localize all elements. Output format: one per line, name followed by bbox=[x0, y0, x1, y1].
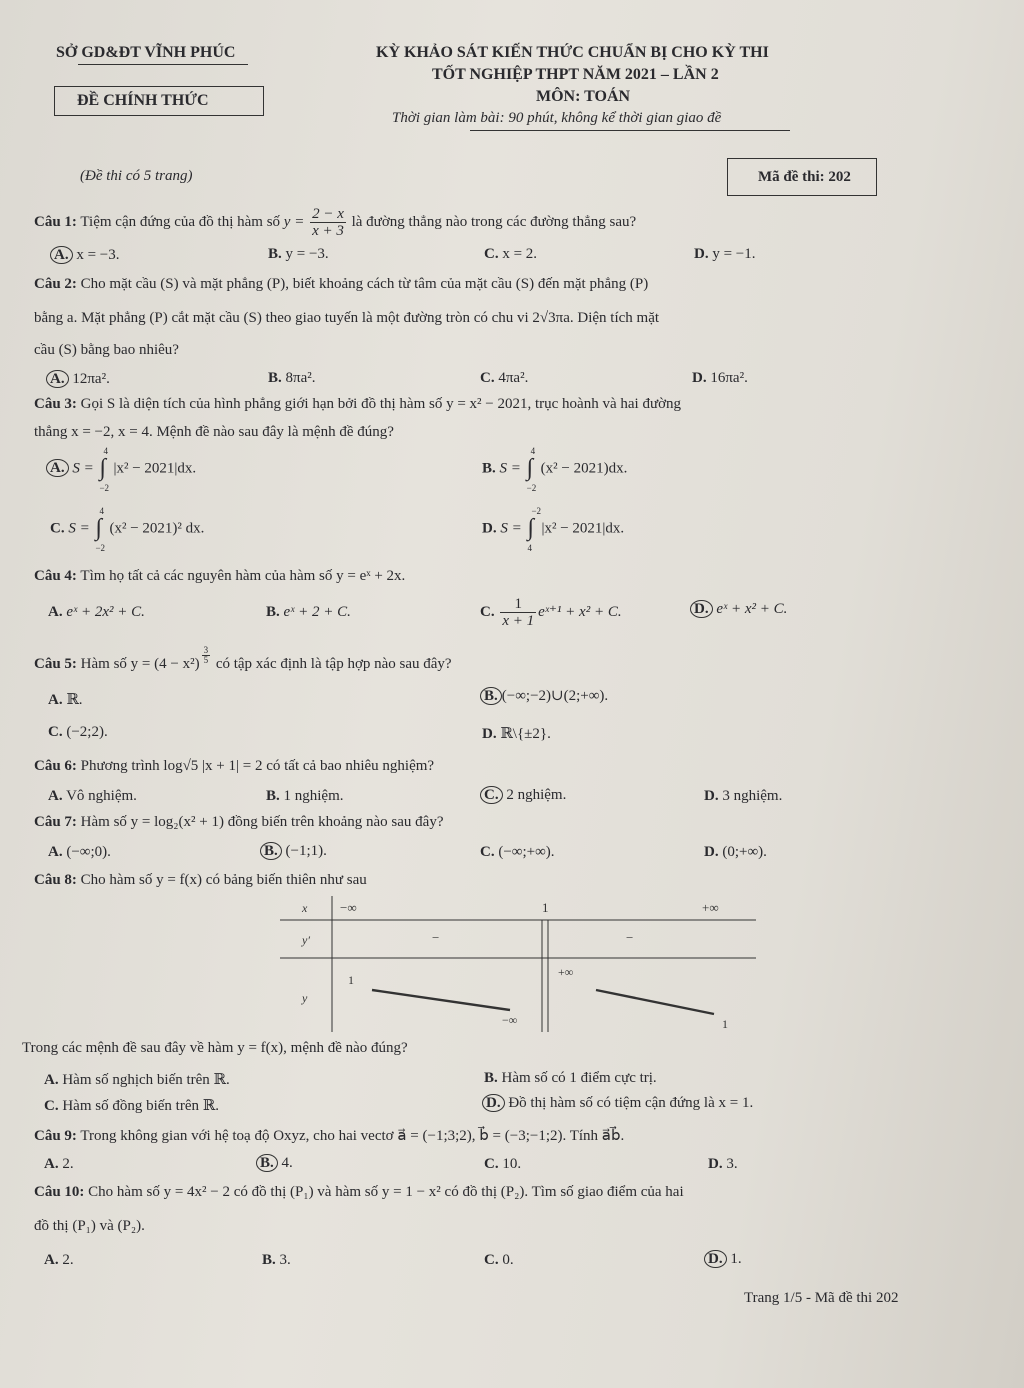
question-3-line-2: thẳng x = −2, x = 4. Mệnh đề nào sau đây là mệnh đề đúng? bbox=[34, 424, 394, 440]
question-number: Câu 4: bbox=[34, 568, 77, 584]
official-box bbox=[54, 86, 264, 116]
q8-option-b[interactable]: B. Hàm số có 1 điểm cực trị. bbox=[484, 1070, 657, 1086]
q1-option-d[interactable]: D. y = −1. bbox=[694, 246, 756, 262]
page-footer: Trang 1/5 - Mã đề thi 202 bbox=[744, 1290, 899, 1306]
question-text: Hàm số y = log₂(x² + 1) đồng biến trên khoảng nào sau đây? bbox=[80, 814, 444, 830]
table-y-right-bottom: 1 bbox=[722, 1017, 728, 1031]
q5-option-c[interactable]: C. (−2;2). bbox=[48, 724, 108, 740]
q6-option-b[interactable]: B. 1 nghiệm. bbox=[266, 788, 344, 804]
table-x-one: 1 bbox=[542, 900, 549, 915]
question-number: Câu 7: bbox=[34, 814, 77, 830]
integral-sign: ∫ 4 −2 bbox=[95, 506, 106, 553]
table-x-plus-inf: +∞ bbox=[702, 900, 719, 915]
exam-title-line-1: KỲ KHẢO SÁT KIẾN THỨC CHUẨN BỊ CHO KỲ THI bbox=[376, 44, 769, 61]
question-number: Câu 9: bbox=[34, 1128, 77, 1144]
question-number: Câu 8: bbox=[34, 872, 77, 888]
q5-option-d[interactable]: D. ℝ\{±2}. bbox=[482, 726, 551, 742]
q7-option-b[interactable]: B. (−1;1). bbox=[260, 842, 327, 860]
q6-option-a[interactable]: A. Vô nghiệm. bbox=[48, 788, 137, 804]
question-1: Câu 1: Tiệm cận đứng của đồ thị hàm số y = $\frac{2 - x}{x + 3}$ là đường thẳng nào trong các đường thẳng sau? bbox=[34, 206, 637, 239]
question-number: Câu 10: bbox=[34, 1184, 85, 1200]
department-name: SỞ GD&ĐT VĨNH PHÚC bbox=[56, 44, 236, 61]
q2-option-c[interactable]: C. 4πa². bbox=[480, 370, 529, 386]
fraction: $\frac{2 - x}{x + 3}$ bbox=[312, 206, 344, 239]
q8-option-d[interactable]: D. Đồ thị hàm số có tiệm cận đứng là x = 1. bbox=[482, 1094, 753, 1112]
q5-option-a[interactable]: A. ℝ. bbox=[48, 692, 83, 708]
subject: MÔN: TOÁN bbox=[536, 88, 631, 105]
question-number: Câu 3: bbox=[34, 396, 77, 412]
q3-option-a[interactable]: A. S = ∫ 4 −2 |x² − 2021|dx. bbox=[46, 452, 196, 486]
q10-option-a[interactable]: A. 2. bbox=[44, 1252, 74, 1268]
question-text: Trong không gian với hệ toạ độ Oxyz, cho hai vectơ a⃗ = (−1;3;2), b⃗ = (−3;−1;2). Tính a⃗b⃗. bbox=[80, 1128, 625, 1144]
q8-option-a[interactable]: A. Hàm số nghịch biến trên ℝ. bbox=[44, 1072, 230, 1088]
fraction: $\frac{1}{x + 1}$ bbox=[502, 596, 535, 629]
exam-time: Thời gian làm bài: 90 phút, không kể thời gian giao đề bbox=[392, 110, 722, 126]
q9-option-b[interactable]: B. 4. bbox=[256, 1154, 293, 1172]
integral-sign: ∫ 4 −2 bbox=[526, 446, 537, 493]
q2-option-d[interactable]: D. 16πa². bbox=[692, 370, 748, 386]
table-arrow-down-right bbox=[596, 990, 714, 1014]
time-underline bbox=[470, 130, 790, 131]
question-text: Tiệm cận đứng của đồ thị hàm số bbox=[80, 213, 281, 230]
q7-option-a[interactable]: A. (−∞;0). bbox=[48, 844, 111, 860]
q2-option-b[interactable]: B. 8πa². bbox=[268, 370, 316, 386]
question-7 bbox=[34, 814, 444, 831]
q3-option-b[interactable]: B. S = ∫ 4 −2 (x² − 2021)dx. bbox=[482, 446, 628, 493]
exam-code-box bbox=[727, 158, 877, 196]
question-number: Câu 2: bbox=[34, 276, 77, 292]
q3-option-d[interactable]: D. S = ∫ −2 4 |x² − 2021|dx. bbox=[482, 506, 625, 553]
question-2 bbox=[34, 276, 648, 293]
q10-option-b[interactable]: B. 3. bbox=[262, 1252, 291, 1268]
question-10-line-2: đồ thị (P₁) và (P₂). bbox=[34, 1218, 145, 1234]
exam-code: Mã đề thi: 202 bbox=[758, 169, 851, 185]
question-text: Tìm họ tất cả các nguyên hàm của hàm số y = eˣ + 2x. bbox=[80, 568, 406, 584]
question-2-line-3: cầu (S) bằng bao nhiêu? bbox=[34, 342, 179, 358]
q10-option-c[interactable]: C. 0. bbox=[484, 1252, 514, 1268]
q1-option-c[interactable]: C. x = 2. bbox=[484, 246, 538, 262]
table-sign-right: − bbox=[626, 930, 634, 945]
table-y-left-top: 1 bbox=[348, 973, 354, 987]
question-8 bbox=[34, 872, 367, 889]
table-arrow-down-left bbox=[372, 990, 510, 1010]
q7-option-c[interactable]: C. (−∞;+∞). bbox=[480, 844, 555, 860]
table-x-label: x bbox=[302, 901, 308, 915]
table-x-minus-inf: −∞ bbox=[340, 900, 357, 915]
question-text: là đường thẳng nào trong các đường thẳng sau? bbox=[351, 213, 637, 230]
pages-note: (Đề thi có 5 trang) bbox=[80, 168, 193, 184]
q5-option-b[interactable]: B. (−∞;−2)∪(2;+∞). bbox=[480, 686, 608, 705]
q4-option-c[interactable]: C. $\frac{1}{x + 1}$ eˣ⁺¹ + x² + C. bbox=[480, 596, 622, 629]
q2-option-a[interactable]: A. 12πa². bbox=[46, 370, 110, 388]
question-text: Phương trình log√5 |x + 1| = 2 có tất cả bao nhiêu nghiệm? bbox=[80, 758, 435, 774]
exam-title-line-2: TỐT NGHIỆP THPT NĂM 2021 – LẦN 2 bbox=[432, 66, 719, 83]
question-8-prompt: Trong các mệnh đề sau đây về hàm y = f(x), mệnh đề nào đúng? bbox=[22, 1040, 408, 1056]
table-sign-left: − bbox=[432, 930, 440, 945]
exponent: $\frac{3}{5}$ bbox=[203, 645, 209, 665]
table-yprime-label: y′ bbox=[302, 933, 310, 947]
q8-option-c[interactable]: C. Hàm số đồng biến trên ℝ. bbox=[44, 1098, 219, 1114]
q10-option-d[interactable]: D. 1. bbox=[704, 1250, 742, 1268]
question-3 bbox=[34, 396, 681, 413]
q1-option-b[interactable]: B. y = −3. bbox=[268, 246, 329, 262]
question-text: Cho hàm số y = f(x) có bảng biến thiên như sau bbox=[80, 872, 367, 888]
q3-option-c[interactable]: C. S = ∫ 4 −2 (x² − 2021)² dx. bbox=[50, 506, 205, 553]
question-text: Cho mặt cầu (S) và mặt phẳng (P), biết khoảng cách từ tâm của mặt cầu (S) đến mặt phẳng (P) bbox=[80, 276, 649, 292]
integral-sign: ∫ 4 −2 bbox=[99, 446, 110, 493]
question-4 bbox=[34, 568, 405, 585]
official-label: ĐỀ CHÍNH THỨC bbox=[77, 92, 209, 109]
table-y-left-bottom: −∞ bbox=[502, 1013, 518, 1027]
table-y-label: y bbox=[302, 991, 308, 1005]
q6-option-c[interactable]: C. 2 nghiệm. bbox=[480, 786, 566, 804]
variation-table bbox=[280, 896, 760, 1036]
question-10 bbox=[34, 1184, 684, 1201]
q9-option-c[interactable]: C. 10. bbox=[484, 1156, 522, 1172]
department-underline bbox=[78, 64, 248, 65]
q4-option-a[interactable]: A. eˣ + 2x² + C. bbox=[48, 604, 145, 620]
question-text: Hàm số y = (4 − x²) bbox=[80, 656, 200, 672]
table-y-right-top: +∞ bbox=[558, 965, 574, 979]
q9-option-d[interactable]: D. 3. bbox=[708, 1156, 738, 1172]
q4-option-d[interactable]: D. eˣ + x² + C. bbox=[690, 600, 787, 618]
question-6 bbox=[34, 758, 434, 775]
q4-option-b[interactable]: B. eˣ + 2 + C. bbox=[266, 604, 351, 620]
question-9 bbox=[34, 1126, 624, 1145]
q1-option-a[interactable]: A. x = −3. bbox=[50, 246, 120, 264]
q7-option-d[interactable]: D. (0;+∞). bbox=[704, 844, 767, 860]
question-2-line-2: bằng a. Mặt phẳng (P) cắt mặt cầu (S) theo giao tuyến là một đường tròn có chu vi 2√3πa. Diện tích mặt bbox=[34, 310, 660, 326]
q9-option-a[interactable]: A. 2. bbox=[44, 1156, 74, 1172]
question-text: Cho hàm số y = 4x² − 2 có đồ thị (P₁) và hàm số y = 1 − x² có đồ thị (P₂). Tìm số giao điểm của hai bbox=[88, 1184, 684, 1200]
integral-sign: ∫ −2 4 bbox=[527, 506, 542, 553]
question-number: Câu 6: bbox=[34, 758, 77, 774]
question-5 bbox=[34, 645, 452, 673]
question-number: Câu 1: bbox=[34, 213, 77, 230]
question-text: có tập xác định là tập hợp nào sau đây? bbox=[215, 656, 452, 672]
q6-option-d[interactable]: D. 3 nghiệm. bbox=[704, 788, 783, 804]
question-number: Câu 5: bbox=[34, 656, 77, 672]
question-text: Gọi S là diện tích của hình phẳng giới hạn bởi đồ thị hàm số y = x² − 2021, trục hoành và hai đường bbox=[80, 396, 682, 412]
